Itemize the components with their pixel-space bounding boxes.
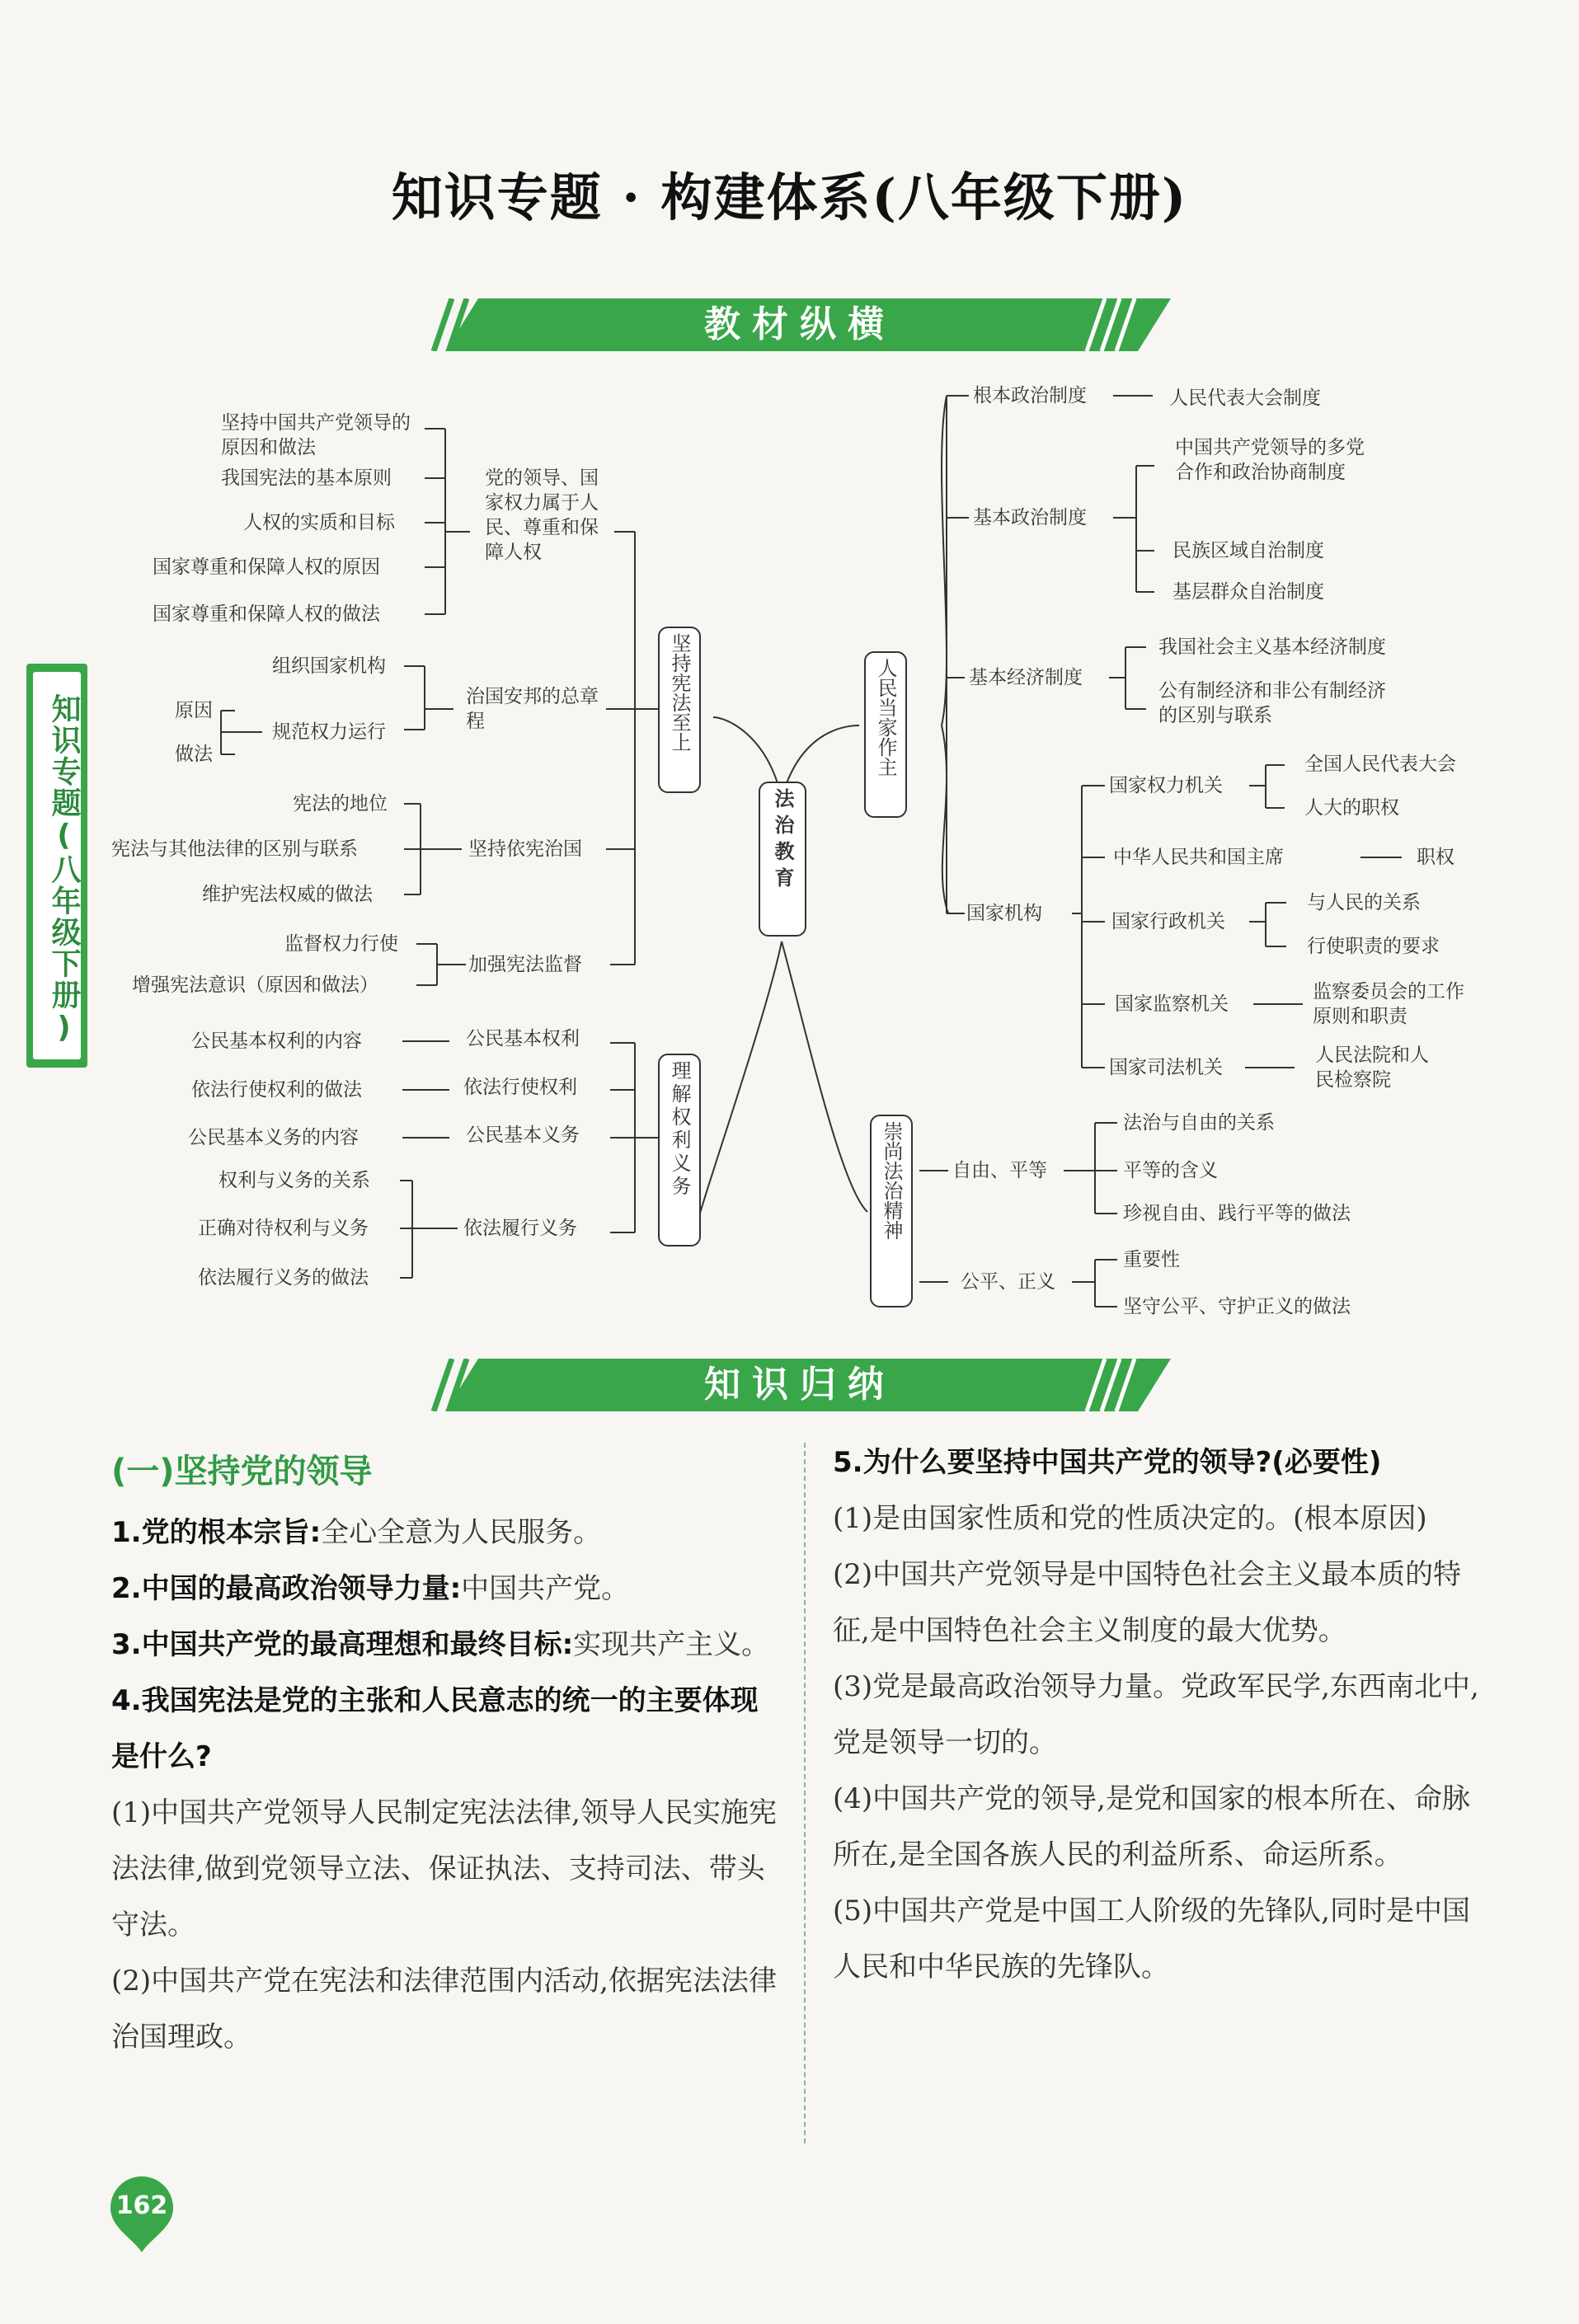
mm-item-equality-meaning: 平等的含义 <box>1123 1160 1218 1181</box>
banner-summary-label: 知识归纳 <box>704 1364 895 1406</box>
branch-constitution-label: 坚持宪法至上 <box>668 633 691 752</box>
mm-organ-supervisory-item: 监察委员会的工作原则和职责 <box>1313 981 1464 1027</box>
mindmap-center-node <box>759 782 806 937</box>
banner-summary <box>429 1359 1171 1411</box>
summary-item-4-answer-2: (2)中国共产党在宪法和法律范围内活动,依据宪法法律治国理政。 <box>111 1965 777 2054</box>
summary-item-5-answer-1: (1)是由国家性质和党的性质决定的。(根本原因) <box>833 1502 1427 1535</box>
mm-item-human-rights-reason: 国家尊重和保障人权的原因 <box>153 556 380 578</box>
mm-organ-judicial: 国家司法机关 <box>1109 1057 1223 1078</box>
mm-group-fairness-justice: 公平、正义 <box>961 1271 1055 1293</box>
mm-group-rule-by-constitution: 坚持依宪治国 <box>468 838 582 860</box>
mm-node-basic-economic: 基本经济制度 <box>969 667 1083 688</box>
mm-item-exercise-rights: 依法行使权利 <box>463 1077 577 1098</box>
mm-item-basic-duties: 公民基本义务 <box>466 1124 580 1146</box>
mm-node-basic-political: 基本政治制度 <box>973 507 1087 528</box>
mm-item-rights-duties-relation: 权利与义务的关系 <box>219 1170 370 1191</box>
summary-item-2-text: 中国共产党。 <box>461 1572 630 1605</box>
side-tab-label: 知识专题(八年级下册) <box>47 693 81 1046</box>
mm-item-organize-state: 组织国家机构 <box>272 655 386 677</box>
mm-item-grassroots-autonomy: 基层群众自治制度 <box>1173 581 1324 603</box>
banner-textbook-label: 教材纵横 <box>704 303 895 345</box>
mm-item-party-leadership-reason: 坚持中国共产党领导的原因和做法 <box>221 412 411 458</box>
mm-item-reason: 原因 <box>175 700 213 721</box>
mm-item-uphold-fairness: 坚守公平、守护正义的做法 <box>1123 1296 1351 1317</box>
mm-group-constitution-supervision: 加强宪法监督 <box>468 954 582 975</box>
mm-item-rule-freedom: 法治与自由的关系 <box>1123 1112 1275 1134</box>
mm-organ-judicial-item: 人民法院和人民检察院 <box>1315 1045 1429 1091</box>
mm-organ-power-item-2: 人大的职权 <box>1304 797 1399 819</box>
mm-item-basic-rights-content: 公民基本权利的内容 <box>191 1031 362 1052</box>
mindmap-branch-rights <box>658 1054 701 1247</box>
mm-node-state-organs: 国家机构 <box>966 903 1042 924</box>
mm-organ-supervisory: 国家监察机关 <box>1115 993 1229 1015</box>
mm-item-basic-rights: 公民基本权利 <box>466 1028 580 1049</box>
mm-item-human-rights-practice: 国家尊重和保障人权的做法 <box>153 603 380 625</box>
mm-item-human-rights-essence: 人权的实质和目标 <box>243 512 395 533</box>
mm-item-constitution-awareness: 增强宪法意识（原因和做法） <box>132 974 378 996</box>
mm-item-supervise-power: 监督权力行使 <box>284 933 398 955</box>
page-title: 知识专题 · 构建体系(八年级下册) <box>391 167 1188 228</box>
branch-rule-of-law-label: 崇尚法治精神 <box>880 1121 903 1240</box>
mm-item-basic-duties-content: 公民基本义务的内容 <box>188 1127 359 1148</box>
mindmap-branch-rule-of-law <box>870 1115 913 1308</box>
mm-group-fulfill-duties: 依法履行义务 <box>463 1218 577 1239</box>
column-divider <box>804 1443 806 2143</box>
mm-item-multiparty-cooperation: 中国共产党领导的多党合作和政治协商制度 <box>1175 437 1365 483</box>
summary-item-2-label: 2.中国的最高政治领导力量: <box>111 1572 462 1605</box>
mindmap-center-label: 法治教育 <box>771 788 795 894</box>
summary-item-5-answer-3: (3)党是最高政治领导力量。党政军民学,东西南北中,党是领导一切的。 <box>833 1670 1479 1759</box>
mm-group-party-leadership: 党的领导、国家权力属于人民、尊重和保障人权 <box>485 467 599 563</box>
mm-organ-president-item: 职权 <box>1417 847 1454 868</box>
summary-item-3 <box>111 1617 779 1673</box>
mindmap-branch-constitution <box>658 627 701 793</box>
page-number-badge <box>107 2176 176 2246</box>
summary-item-4-answer-1: (1)中国共产党领导人民制定宪法法律,领导人民实施宪法法律,做到党领导立法、保证执法、支持司法、带头守法。 <box>111 1796 777 1941</box>
summary-item-5-answer-4: (4)中国共产党的领导,是党和国家的根本所在、命脉所在,是全国各族人民的利益所系、命运所系。 <box>833 1782 1470 1871</box>
mm-item-npc-system: 人民代表大会制度 <box>1169 387 1321 409</box>
mm-item-importance: 重要性 <box>1123 1249 1180 1270</box>
mm-item-cherish-freedom: 珍视自由、践行平等的做法 <box>1123 1203 1351 1224</box>
summary-item-1-text: 全心全意为人民服务。 <box>321 1516 602 1549</box>
summary-item-1-label: 1.党的根本宗旨: <box>111 1516 322 1549</box>
mm-item-treat-rights-duties: 正确对待权利与义务 <box>198 1218 369 1239</box>
summary-item-5: 5.为什么要坚持中国共产党的领导?(必要性) <box>833 1446 1382 1479</box>
mm-group-general-charter: 治国安邦的总章程 <box>466 686 599 732</box>
mm-node-fundamental-political: 根本政治制度 <box>973 385 1087 406</box>
summary-item-5-answer-2: (2)中国共产党领导是中国特色社会主义最本质的特征,是中国特色社会主义制度的最大优势。 <box>833 1558 1462 1647</box>
mm-item-regulate-power: 规范权力运行 <box>272 721 386 743</box>
mindmap-branch-people <box>864 651 907 818</box>
branch-rights-label: 理解权利义务 <box>668 1060 691 1199</box>
summary-item-3-text: 实现共产主义。 <box>573 1628 770 1661</box>
summary-right-column <box>833 1434 1492 1995</box>
mm-item-defend-constitution: 维护宪法权威的做法 <box>202 884 373 905</box>
summary-item-4: 4.我国宪法是党的主张和人民意志的统一的主要体现是什么? <box>111 1684 759 1773</box>
summary-item-2 <box>111 1561 779 1617</box>
mm-organ-power-item-1: 全国人民代表大会 <box>1304 754 1456 775</box>
mm-item-constitution-principles: 我国宪法的基本原则 <box>221 467 392 489</box>
summary-left-column <box>111 1439 779 2065</box>
summary-item-3-label: 3.中国共产党的最高理想和最终目标: <box>111 1628 574 1661</box>
mm-item-regional-autonomy: 民族区域自治制度 <box>1173 540 1324 561</box>
mm-item-constitution-status: 宪法的地位 <box>293 793 388 815</box>
mm-item-exercise-rights-practice: 依法行使权利的做法 <box>191 1079 362 1101</box>
mm-organ-admin-item-2: 行使职责的要求 <box>1307 936 1440 957</box>
mm-item-socialist-economic-system: 我国社会主义基本经济制度 <box>1158 636 1386 658</box>
summary-left-heading: (一)坚持党的领导 <box>111 1453 373 1491</box>
mm-item-fulfill-duties-practice: 依法履行义务的做法 <box>198 1267 369 1289</box>
mm-group-freedom-equality: 自由、平等 <box>952 1160 1047 1181</box>
mm-organ-admin-item-1: 与人民的关系 <box>1307 892 1421 913</box>
mm-item-constitution-vs-law: 宪法与其他法律的区别与联系 <box>111 838 358 860</box>
summary-item-5-answer-5: (5)中国共产党是中国工人阶级的先锋队,同时是中国人民和中华民族的先锋队。 <box>833 1894 1470 1984</box>
mm-organ-administrative: 国家行政机关 <box>1111 911 1225 932</box>
mm-item-public-nonpublic-economy: 公有制经济和非公有制经济的区别与联系 <box>1158 680 1386 726</box>
mm-item-practice: 做法 <box>175 744 213 765</box>
mm-organ-power: 国家权力机关 <box>1109 775 1223 796</box>
branch-people-label: 人民当家作主 <box>874 658 897 777</box>
mm-organ-president: 中华人民共和国主席 <box>1113 847 1284 868</box>
summary-item-1 <box>111 1505 779 1561</box>
page-number: 162 <box>115 2191 168 2220</box>
